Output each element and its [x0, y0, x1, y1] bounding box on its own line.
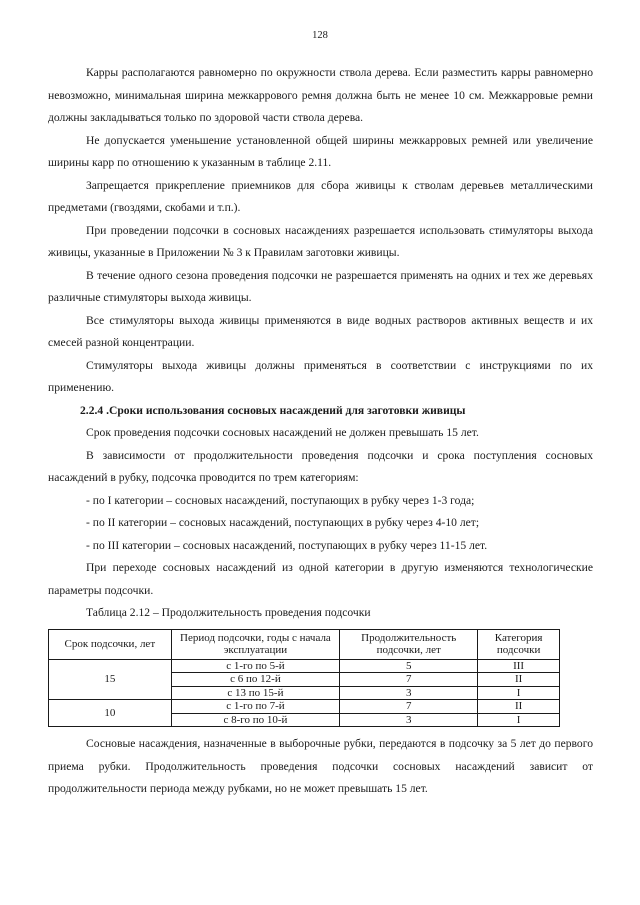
- paragraph-width-restriction: Не допускается уменьшение установленной общей ширины межкарровых ремней или увеличение ширины карр по отношению к указанным в таблице 2.11.: [48, 133, 593, 169]
- section-heading: 2.2.4 .Сроки использования сосновых насаждений для заготовки живицы: [80, 403, 466, 417]
- table-row: [49, 700, 560, 714]
- duration-cell: 7: [340, 673, 478, 687]
- paragraph-selective-felling: Сосновые насаждения, назначенные в выборочные рубки, передаются в подсочку за 5 лет до первого приема рубки. Продолжительность проведения подсочки сосновых насаждений зависит от продолжительности периода между рубками, но не может превышать 15 лет.: [48, 737, 593, 795]
- list-item-category-3: - по III категории – сосновых насаждений, поступающих в рубку через 11-15 лет.: [86, 538, 488, 552]
- table-row: [49, 659, 560, 673]
- tapping-duration-table: [48, 629, 560, 728]
- duration-cell: 3: [340, 686, 478, 700]
- paragraph-one-season: В течение одного сезона проведения подсочки не разрешается применять на одних и тех же деревьях различные стимуляторы выхода живицы.: [48, 268, 593, 304]
- paragraph-max-term: Срок проведения подсочки сосновых насаждений не должен превышать 15 лет.: [86, 426, 479, 439]
- header-category: Категория подсочки: [478, 629, 560, 659]
- period-cell: с 8-го по 10-й: [171, 713, 340, 727]
- duration-cell: 7: [340, 700, 478, 714]
- category-cell: I: [478, 686, 560, 700]
- header-term: Срок подсочки, лет: [49, 629, 172, 659]
- term-cell: 15: [49, 659, 172, 700]
- paragraph-categories-intro: В зависимости от продолжительности проведения подсочки и срока поступления сосновых насаждений в рубку, подсочка проводится по трем категориям:: [48, 448, 593, 484]
- period-cell: с 1-го по 5-й: [171, 659, 340, 673]
- page-body: [48, 62, 593, 801]
- paragraph-stimulators-allowed: При проведении подсочки в сосновых насаждениях разрешается использовать стимуляторы выхода живицы, указанные в Приложении № 3 к Правилам заготовки живицы.: [48, 223, 593, 259]
- paragraph-carres-placement: Карры располагаются равномерно по окружности ствола дерева. Если разместить карры равномерно невозможно, минимальная ширина межкаррового ремня должна быть не менее 10 см. Межкарровые ремни должны закладываться только по здоровой части ствола дерева.: [48, 66, 593, 124]
- term-cell: 10: [49, 700, 172, 727]
- period-cell: с 1-го по 7-й: [171, 700, 340, 714]
- duration-cell: 3: [340, 713, 478, 727]
- period-cell: с 6 по 12-й: [171, 673, 340, 687]
- table-caption: Таблица 2.12 – Продолжительность проведения подсочки: [86, 606, 371, 619]
- duration-cell: 5: [340, 659, 478, 673]
- list-item-category-1: - по I категории – сосновых насаждений, поступающих в рубку через 1-3 года;: [86, 493, 475, 507]
- category-cell: II: [478, 700, 560, 714]
- header-duration: Продолжительность подсочки, лет: [340, 629, 478, 659]
- paragraph-instructions: Стимуляторы выхода живицы должны применяться в соответствии с инструкциями по их применению.: [48, 358, 593, 394]
- paragraph-solutions: Все стимуляторы выхода живицы применяются в виде водных растворов активных веществ и их смесей разной концентрации.: [48, 313, 593, 349]
- header-period: Период подсочки, годы с начала эксплуатации: [171, 629, 340, 659]
- paragraph-category-transition: При переходе сосновых насаждений из одной категории в другую изменяются технологические параметры подсочки.: [48, 561, 593, 597]
- page-number: 128: [312, 30, 328, 41]
- category-cell: III: [478, 659, 560, 673]
- category-cell: I: [478, 713, 560, 727]
- period-cell: с 13 по 15-й: [171, 686, 340, 700]
- table-header-row: [49, 629, 560, 659]
- paragraph-receiver-attachment: Запрещается прикрепление приемников для сбора живицы к стволам деревьев металлическими предметами (гвоздями, скобами и т.п.).: [48, 178, 593, 214]
- list-item-category-2: - по II категории – сосновых насаждений, поступающих в рубку через 4-10 лет;: [86, 516, 480, 529]
- category-cell: II: [478, 673, 560, 687]
